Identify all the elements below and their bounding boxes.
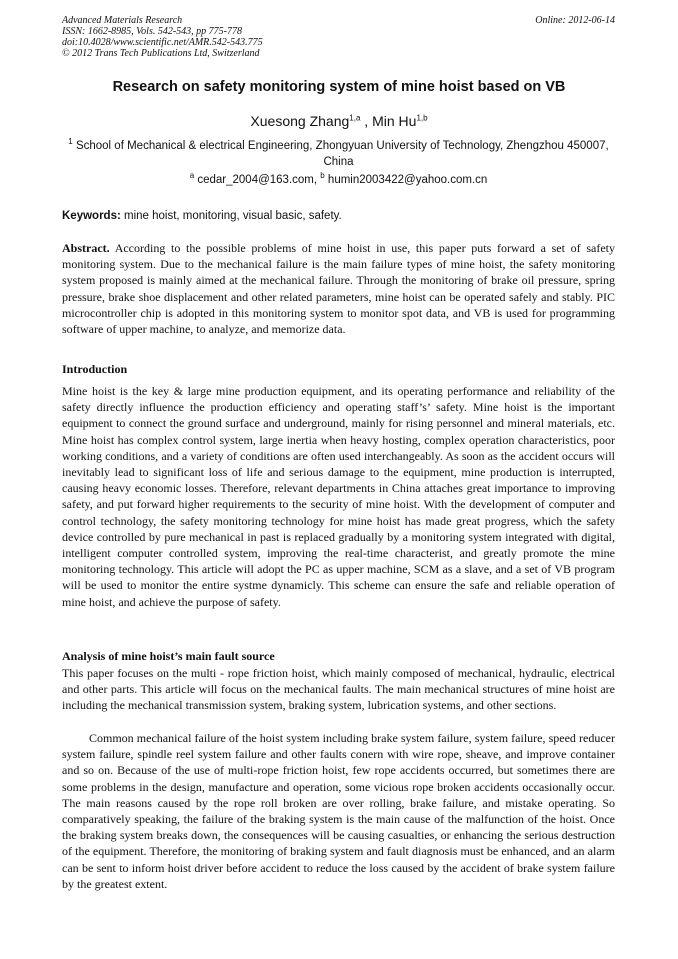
- author-name: Min Hu: [372, 113, 417, 129]
- author-superscript: 1,b: [416, 113, 428, 123]
- author-superscript: 1,a: [349, 113, 361, 123]
- journal-name: Advanced Materials Research: [62, 15, 183, 26]
- abstract: [62, 240, 615, 337]
- author-name: Xuesong Zhang: [250, 113, 350, 129]
- introduction-paragraph: Mine hoist is the key & large mine production equipment, and its operating performance and reliability of the safety directly influence the production efficiency and operating staff’s’ safety. Mine hoist is the important equipment to connect the ground surface and underground, mainly for rising personnel and mineral materials, etc. Mine hoist has complex control system, large inertia when heavy hosting, complex operation characteristics, poor working conditions, and a variety of conditions are often used interchangeably. As soon as the accident occurs will inevitably lead to significant loss of life and serious damage to the equipment, mine production is interrupted, causing heavy economic losses. Therefore, relevant departments in China attaches great importance to improving safety, and put forward higher requirements to the security of mine hoist. With the development of computer and control technology, the safety monitoring technology for mine hoist has made great progress, which the safety device controlled by pure mechanical in past is replaced gradually by a monitoring system integrated with digital, intelligent computer controlled system, improving the real-time characterist, and greatly promote the mine monitoring technology. This article will adopt the PC as upper machine, SCM as a slave, and a set of VB program will be used to monitor the entire systme dynamicly. This scheme can ensure the safe and reliable operation of mine hoist, and achieve the purpose of safety.: [62, 384, 615, 609]
- journal-header: [62, 15, 615, 59]
- analysis-paragraph: This paper focuses on the multi - rope friction hoist, which mainly composed of mechanical, hydraulic, electrical and other parts. This article will focus on the mechanical faults. The main mechanical structures of mine hoist are including the mechanical transmission system, braking system, lubrication systems, and other sections.: [62, 666, 615, 713]
- keywords-label: Keywords:: [62, 210, 121, 222]
- author-separator: ,: [360, 113, 373, 129]
- affiliation-text: School of Mechanical & electrical Engineering, Zhongyuan University of Technology, Zhengzhou 450007, China: [75, 140, 609, 168]
- email-address: humin2003422@yahoo.com.cn: [327, 174, 488, 186]
- email-superscript: b: [320, 171, 325, 181]
- doi-line: doi:10.4028/www.scientific.net/AMR.542-543.775: [62, 37, 263, 48]
- email-line: [62, 171, 615, 186]
- email-superscript: a: [189, 171, 195, 181]
- copyright-line: © 2012 Trans Tech Publications Ltd, Switzerland: [62, 48, 260, 59]
- affiliation-superscript: 1: [68, 137, 73, 147]
- keywords-text: mine hoist, monitoring, visual basic, safety.: [124, 210, 342, 222]
- abstract-label: Abstract.: [62, 241, 110, 255]
- email-separator: ,: [313, 174, 321, 186]
- abstract-text: According to the possible problems of mine hoist in use, this paper puts forward a set of safety monitoring system. Due to the mechanical failure is the main failure types of mine hoist, the safety monitoring system proposed is mainly aimed at the mechanical failure. Through the monitoring of brake oil pressure, spring pressure, brake shoe displacement and other related parameters, mine hoist can be operated safely and stably. PIC microcontroller chip is adopted in this monitoring system to monitor spot data, and VB is used for programming software of upper machine, to analyze, and memorize data.: [62, 241, 615, 337]
- section-heading-analysis: Analysis of mine hoist’s main fault source: [62, 649, 275, 663]
- affiliation: [62, 138, 615, 170]
- issn-line: ISSN: 1662-8985, Vols. 542-543, pp 775-778: [62, 26, 242, 37]
- online-date: Online: 2012-06-14: [535, 15, 615, 26]
- email-address: cedar_2004@163.com: [197, 174, 314, 186]
- paper-title: Research on safety monitoring system of mine hoist based on VB: [112, 79, 566, 95]
- section-heading-introduction: Introduction: [62, 362, 128, 376]
- keywords: [62, 210, 615, 222]
- author-line: [40, 113, 638, 129]
- analysis-paragraph: Common mechanical failure of the hoist system including brake system failure, system failure, speed reducer system failure, spindle reel system failure and other faults conern with wire rope, sheave, and improve container and so on. Because of the use of multi-rope friction hoist, few rope accidents occurred, but sometimes there are some problems in the design, manufacture and operation, some vicious rope broken accidents occasionally occur. The main reasons caused by the rope roll broken are over rolling, brake failure, and mistake operating. So comparatively speaking, the failure of the braking system is the main cause of the malfunction of the hoist. Once the braking system breaks down, the consequences will be causing casualties, or enhancing the serious destruction of the equipment. Therefore, the monitoring of braking system and fault diagnosis must be enhanced, and an alarm can be sent to inform hoist driver before accident to reduce the loss caused by the accident of brake system failure by the greatest extent.: [62, 731, 615, 891]
